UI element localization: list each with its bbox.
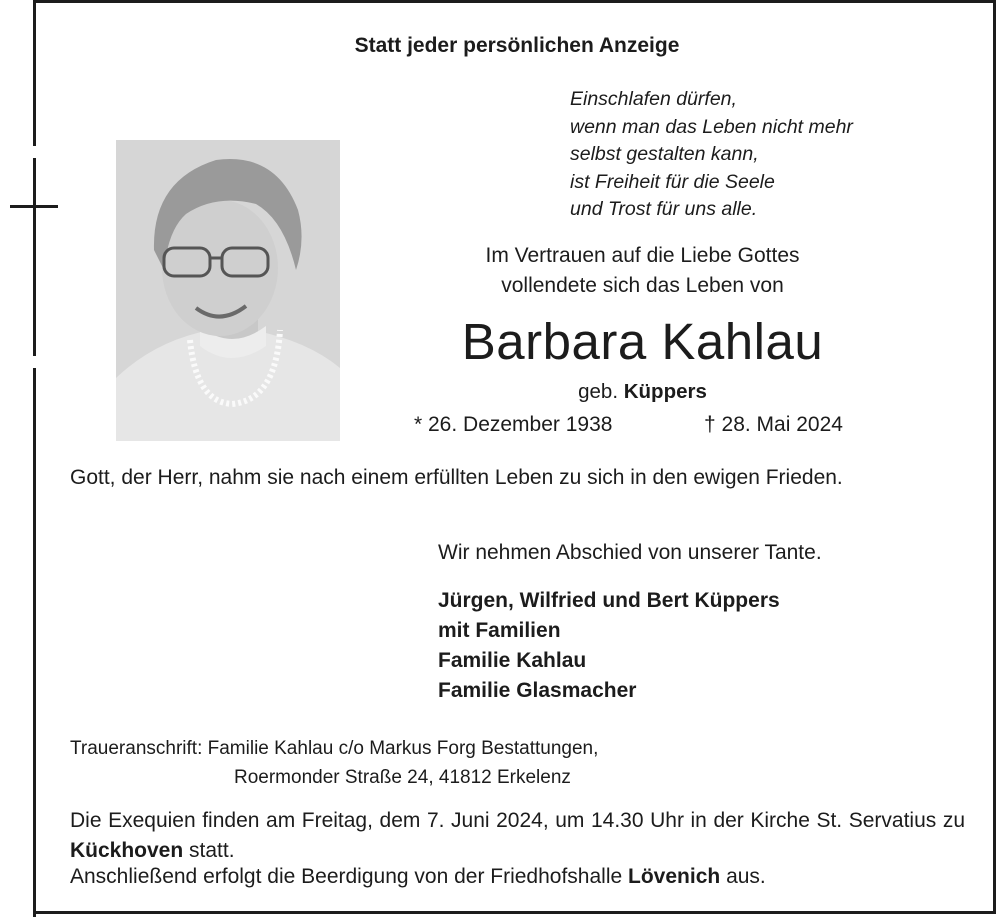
service-church-location: Kückhoven [70, 839, 184, 862]
address-line-2: Roermonder Straße 24, 41812 Erkelenz [234, 767, 571, 788]
poem-line: ist Freiheit für die Seele [570, 170, 775, 193]
poem-line: und Trost für uns alle. [570, 198, 758, 220]
birth-name-value: Küppers [623, 380, 707, 403]
intro-line: Im Vertrauen auf die Liebe Gottes [485, 244, 800, 267]
intro-line: vollendete sich das Leben von [501, 274, 784, 297]
birth-date: * 26. Dezember 1938 [414, 413, 613, 436]
burial-text [70, 865, 766, 889]
notice-header: Statt jeder persönlichen Anzeige [354, 34, 680, 57]
frame-left-segment-top [33, 0, 36, 146]
service-text-part: Die Exequien finden am Freitag, dem 7. Juni 2024, um 14.30 Uhr in der Kirche St. Servatius zu [70, 809, 965, 832]
poem-line: wenn man das Leben nicht mehr [570, 115, 853, 138]
farewell-text: Wir nehmen Abschied von unserer Tante. [438, 541, 822, 564]
god-text: Gott, der Herr, nahm sie nach einem erfüllten Leben zu sich in den ewigen Frieden. [70, 466, 843, 489]
mourning-address [70, 734, 598, 792]
address-label: Traueranschrift: [70, 738, 203, 759]
cross-icon [10, 205, 58, 208]
family-line: Familie Glasmacher [438, 679, 637, 702]
poem-line: Einschlafen dürfen, [570, 88, 737, 110]
family-line: mit Familien [438, 619, 561, 642]
poem [570, 86, 853, 224]
portrait-illustration [116, 140, 340, 441]
service-text-part: statt. [189, 839, 235, 862]
deceased-name: Barbara Kahlau [461, 313, 824, 370]
service-text [70, 806, 965, 866]
frame-left-segment-bottom [33, 368, 36, 917]
burial-text-part: Anschließend erfolgt die Beerdigung von der Friedhofshalle [70, 865, 623, 888]
frame-left-segment-cross [33, 158, 36, 356]
burial-text-part: aus. [726, 865, 766, 888]
address-line-1: Familie Kahlau c/o Markus Forg Bestattungen, [207, 738, 599, 759]
family-line: Jürgen, Wilfried und Bert Küppers [438, 589, 780, 612]
poem-line: selbst gestalten kann, [570, 143, 759, 165]
birth-name-prefix: geb. [578, 380, 619, 403]
portrait-photo [116, 140, 340, 441]
death-date: † 28. Mai 2024 [704, 413, 843, 436]
family-list [438, 586, 780, 706]
intro-text [390, 241, 895, 301]
family-line: Familie Kahlau [438, 649, 587, 672]
burial-location: Lövenich [628, 865, 721, 888]
birth-name [390, 380, 895, 404]
